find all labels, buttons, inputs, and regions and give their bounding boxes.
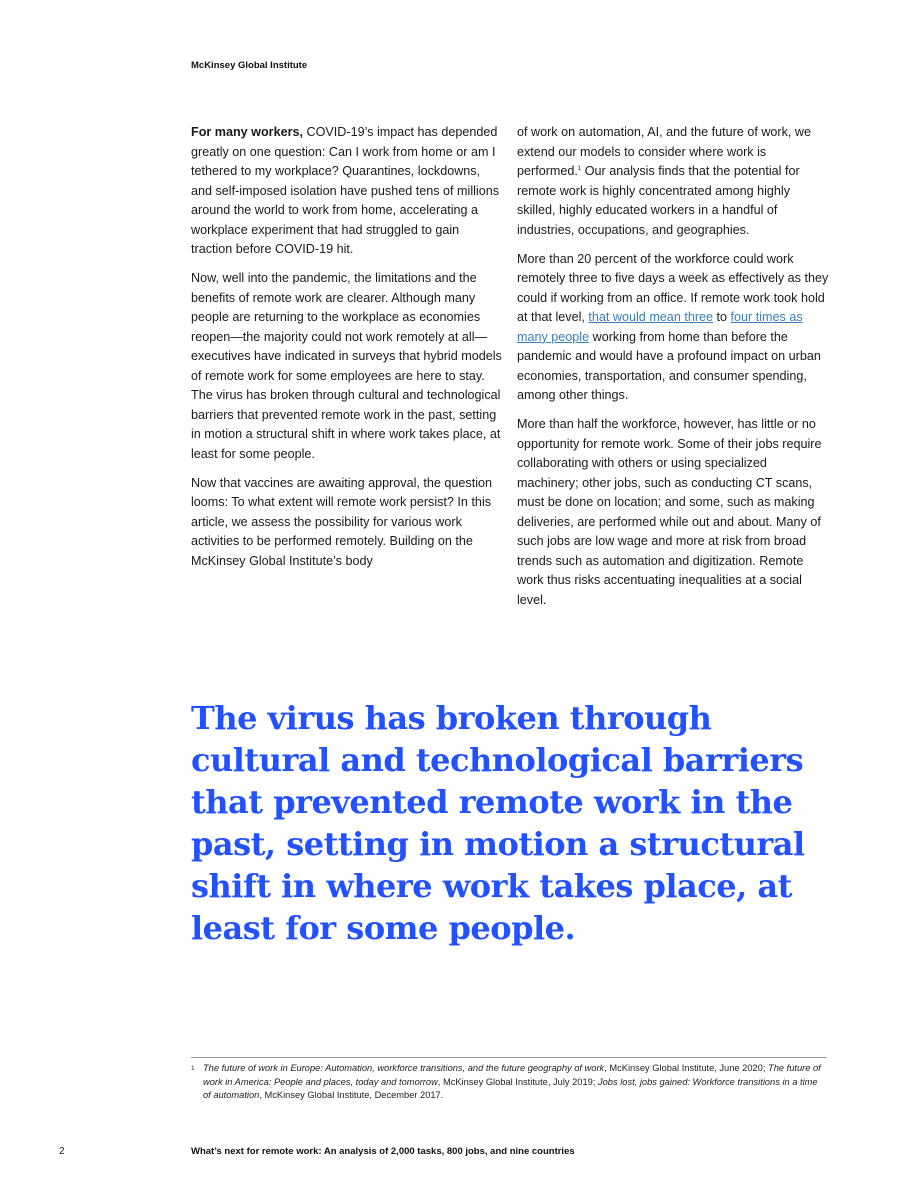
footnote-number: 1 <box>191 1065 195 1072</box>
footnote-source-2: , McKinsey Global Institute, July 2019; <box>437 1076 598 1087</box>
three-times-link[interactable]: that would mean three <box>588 310 714 324</box>
right-column <box>517 123 829 620</box>
page-number: 2 <box>59 1146 65 1157</box>
pull-quote: The virus has broken through cultural and technological barriers that prevented remote work in the past, setting in motion a structural shift in where work takes place, at least for some people. <box>191 699 805 947</box>
footnote-title-3: Jobs lost, jobs gained: Workforce transitions in a time of automation <box>203 1076 818 1100</box>
workforce-text-a: More than 20 percent of the workforce could work remotely three to five days a week as effectively as they could if working from an office. If remote work took hold at that level, <box>517 251 829 324</box>
footnote-ref[interactable]: 1 <box>577 165 582 172</box>
footnote-source-1: , McKinsey Global Institute, June 2020; <box>604 1063 769 1073</box>
running-header: McKinsey Global Institute <box>191 60 308 71</box>
analysis-paragraph <box>517 123 829 240</box>
pandemic-paragraph: Now, well into the pandemic, the limitations and the benefits of remote work are clearer. Although many people are returning to the workplace as economies reopen—the majority could not work remotely at all—executives have indicated in surveys that hybrid models of remote work for some employees are here to stay. The virus has broken through cultural and technological barriers that prevented remote work in the past, setting in motion a structural shift in where work takes place, at least for some people. <box>191 271 502 461</box>
footer-title: What’s next for remote work: An analysis of 2,000 tasks, 800 jobs, and nine countries <box>191 1146 575 1157</box>
four-times-link[interactable]: four times as many people <box>517 310 803 344</box>
workforce-text-b: working from home than before the pandemic and would have a profound impact on urban economies, transportation, and consumer spending, among other things. <box>517 329 821 402</box>
intro-text: COVID-19’s impact has depended greatly on one question: Can I work from home or am I tethered to my workplace? Quarantines, lockdowns, and self-imposed isolation have pushed tens of millions around the world to work from home, accelerating a workplace experiment that had struggled to gain traction before COVID-19 hit. <box>191 125 500 256</box>
intro-paragraph <box>191 123 503 260</box>
footnote-body <box>191 1062 827 1103</box>
inequality-paragraph: More than half the workforce, however, has little or no opportunity for remote work. Some of their jobs require collaborating with others or using specialized machinery; other jobs, such as conducting CT scans, must be done on location; and some, such as making deliveries, are performed while out and about. Many of such jobs are low wage and more at risk from broad trends such as automation and digitization. Remote work thus risks accentuating inequalities at a social level. <box>517 417 822 607</box>
footnote-title-2: The future of work in America: People and places, today and tomorrow <box>203 1063 821 1087</box>
workforce-paragraph <box>517 250 829 406</box>
analysis-text-b: Our analysis finds that the potential for remote work is highly concentrated among highly skilled, highly educated workers in a handful of industries, occupations, and geographies. <box>517 164 800 237</box>
workforce-text-mid: to <box>713 310 731 324</box>
footnote-divider <box>191 1057 827 1058</box>
left-column <box>191 123 503 581</box>
analysis-text-a: of work on automation, AI, and the future of work, we extend our models to consider where work is performed. <box>517 125 812 178</box>
footnote-source-3: , McKinsey Global Institute, December 2017. <box>259 1090 444 1100</box>
footnote <box>191 1062 827 1103</box>
vaccine-paragraph: Now that vaccines are awaiting approval, the question looms: To what extent will remote work persist? In this article, we assess the possibility for various work activities to be performed remotely. Building on the McKinsey Global Institute’s body <box>191 475 493 568</box>
footnote-title-1: The future of work in Europe: Automation, workforce transitions, and the future geography of work <box>203 1063 605 1073</box>
lead-in: For many workers, <box>191 125 303 139</box>
